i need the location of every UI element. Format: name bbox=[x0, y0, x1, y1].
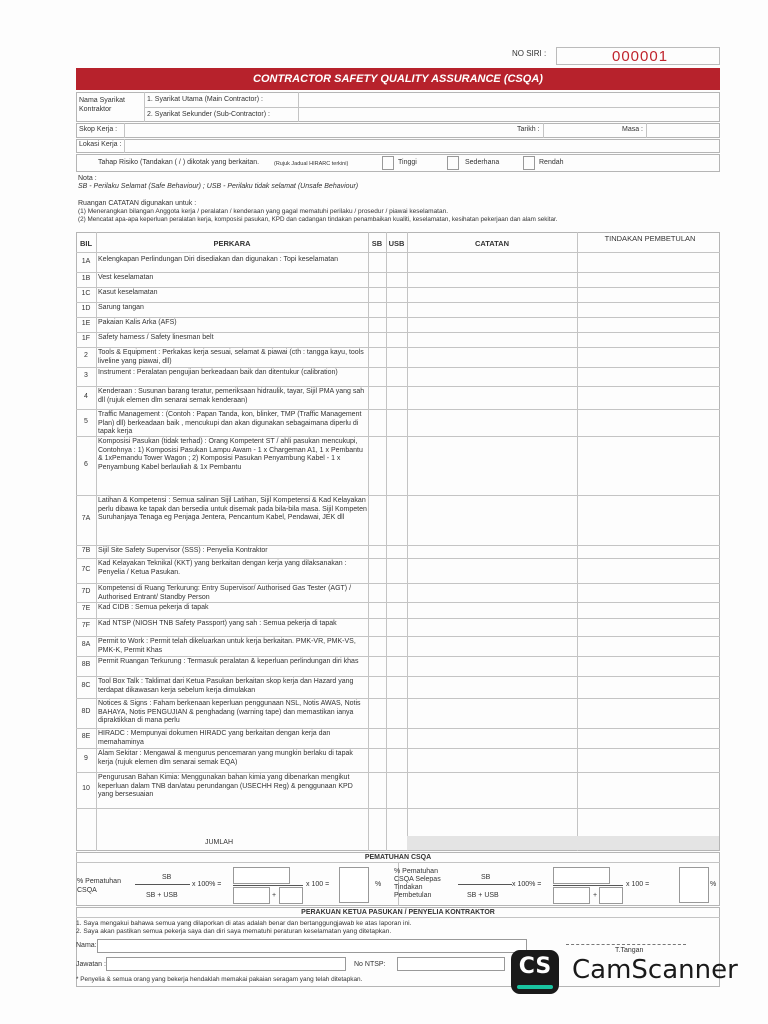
usb-cell[interactable] bbox=[386, 367, 407, 386]
row-bil: 6 bbox=[84, 460, 88, 468]
usb-cell[interactable] bbox=[386, 386, 407, 409]
sb-cell[interactable] bbox=[368, 676, 386, 698]
row-perkara: Instrument : Peralatan pengujian berkeadaan baik dan ditentukur (calibration) bbox=[98, 369, 338, 376]
row-bil: 8E bbox=[81, 733, 91, 740]
tindakan-cell[interactable] bbox=[577, 332, 720, 347]
catatan-cell[interactable] bbox=[407, 495, 577, 545]
nama-field[interactable] bbox=[97, 939, 527, 953]
row-perkara: Kasut keselamatan bbox=[98, 289, 158, 296]
usb-cell[interactable] bbox=[386, 748, 407, 772]
perakuan-title: PERAKUAN KETUA PASUKAN / PENYELIA KONTRAKTOR bbox=[301, 909, 495, 916]
row-perkara: Alam Sekitar : Mengawal & mengurus pencemaran yang mungkin berlaku di tapak kerja (rujuk elemen dlm senarai semak EQA) bbox=[98, 750, 353, 766]
catatan-cell[interactable] bbox=[407, 728, 577, 748]
left-result-box[interactable] bbox=[339, 867, 369, 903]
usb-cell[interactable] bbox=[386, 636, 407, 656]
catatan-2: (2) Mencatat apa-apa keperluan peralatan kerja, komposisi pasukan, KPD dan cadangan tindakan penambaikan kualiti, keselamatan, kesihatan pekerjaan dan alam sekitar. bbox=[78, 216, 558, 223]
sb-cell[interactable] bbox=[368, 332, 386, 347]
row-perkara: Pengurusan Bahan Kimia: Menggunakan bahan kimia yang dibenarkan mengikut keperluan dalam TNB dan/atau perundangan (USECHH Reg) & penggunaan KPD yang bersesuaian bbox=[98, 774, 353, 798]
catatan-1: (1) Menerangkan bilangan Anggota kerja / peralatan / kenderaan yang gagal mematuhi perilaku / prosedur / piawai keselamatan. bbox=[78, 208, 449, 215]
catatan-cell[interactable] bbox=[407, 409, 577, 436]
skop-kerja-label: Skop Kerja : bbox=[79, 126, 118, 133]
catatan-cell[interactable] bbox=[407, 332, 577, 347]
row-bil: 7B bbox=[81, 547, 91, 554]
row-bil: 8B bbox=[81, 661, 91, 668]
catatan-cell[interactable] bbox=[407, 583, 577, 602]
tindakan-cell[interactable] bbox=[577, 254, 720, 272]
catatan-cell[interactable] bbox=[407, 558, 577, 583]
usb-cell[interactable] bbox=[386, 317, 407, 332]
right-pct: % bbox=[710, 881, 717, 888]
tindakan-cell[interactable] bbox=[577, 436, 720, 495]
tindakan-cell[interactable] bbox=[577, 409, 720, 436]
row-bil: 7D bbox=[81, 587, 91, 595]
row-bil: 8A bbox=[81, 641, 91, 648]
sb-cell[interactable] bbox=[368, 583, 386, 602]
tindakan-cell[interactable] bbox=[577, 302, 720, 317]
row-bil: 1F bbox=[81, 334, 91, 342]
row-bil: 1B bbox=[81, 274, 91, 282]
sb-cell[interactable] bbox=[368, 302, 386, 317]
no-siri-label: NO SIRI : bbox=[512, 49, 547, 58]
footnote: * Penyelia & semua orang yang bekerja hendaklah memakai pakaian seragam yang telah ditetapkan. bbox=[76, 976, 363, 983]
left-usb-sum-box[interactable] bbox=[279, 887, 303, 904]
tindakan-cell[interactable] bbox=[577, 618, 720, 636]
usb-cell[interactable] bbox=[386, 272, 407, 287]
tindakan-cell[interactable] bbox=[577, 728, 720, 748]
row-bil: 1C bbox=[81, 289, 91, 297]
catatan-cell[interactable] bbox=[407, 656, 577, 676]
catatan-cell[interactable] bbox=[407, 347, 577, 367]
nama-label: Nama: bbox=[76, 942, 97, 949]
row-bil: 1D bbox=[81, 304, 91, 312]
row-perkara: Permit Ruangan Terkurung : Termasuk peralatan & keperluan perlindungan diri khas bbox=[98, 658, 359, 665]
no-siri-value: 000001 bbox=[612, 48, 669, 65]
row-perkara: Kad CIDB : Semua pekerja di tapak bbox=[98, 604, 209, 611]
row-perkara: Kad NTSP (NIOSH TNB Safety Passport) yang sah : Semua pekerja di tapak bbox=[98, 620, 337, 627]
row-perkara: Sijil Site Safety Supervisor (SSS) : Penyelia Kontraktor bbox=[98, 547, 268, 554]
right-result-box[interactable] bbox=[679, 867, 709, 903]
sb-cell[interactable] bbox=[368, 347, 386, 367]
row-perkara: Pakaian Kalis Arka (AFS) bbox=[98, 319, 177, 326]
sb-cell[interactable] bbox=[368, 367, 386, 386]
catatan-cell[interactable] bbox=[407, 302, 577, 317]
usb-cell[interactable] bbox=[386, 332, 407, 347]
form-title: CONTRACTOR SAFETY QUALITY ASSURANCE (CSQA) bbox=[76, 68, 720, 90]
tindakan-cell[interactable] bbox=[577, 656, 720, 676]
row-bil: 3 bbox=[84, 371, 88, 379]
sb-cell[interactable] bbox=[368, 386, 386, 409]
row-bil: 4 bbox=[84, 392, 88, 400]
row-perkara: Kompetensi di Ruang Terkurung: Entry Supervisor/ Authorised Gas Tester (AGT) / Authorised Entrant/ Standby Person bbox=[98, 585, 352, 601]
sb-cell[interactable] bbox=[368, 602, 386, 618]
tindakan-cell[interactable] bbox=[577, 636, 720, 656]
sb-cell[interactable] bbox=[368, 748, 386, 772]
sb-cell[interactable] bbox=[368, 254, 386, 272]
catatan-cell[interactable] bbox=[407, 254, 577, 272]
perakuan-line1: 1. Saya mengakui bahawa semua yang dilaporkan di atas adalah benar dan bertanggungjawab ke atas laporan ini. bbox=[76, 920, 412, 927]
row-bil: 2 bbox=[84, 352, 88, 359]
sb-cell[interactable] bbox=[368, 436, 386, 495]
usb-cell[interactable] bbox=[386, 558, 407, 583]
tindakan-cell[interactable] bbox=[577, 602, 720, 618]
tindakan-cell[interactable] bbox=[577, 748, 720, 772]
lokasi-kerja-label: Lokasi Kerja : bbox=[79, 141, 122, 148]
usb-cell[interactable] bbox=[386, 618, 407, 636]
sb-cell[interactable] bbox=[368, 772, 386, 808]
tindakan-cell[interactable] bbox=[577, 272, 720, 287]
usb-cell[interactable] bbox=[386, 656, 407, 676]
usb-cell[interactable] bbox=[386, 676, 407, 698]
tinggi-checkbox[interactable] bbox=[382, 156, 394, 170]
catatan-cell[interactable] bbox=[407, 386, 577, 409]
tindakan-cell[interactable] bbox=[577, 583, 720, 602]
usb-cell[interactable] bbox=[386, 302, 407, 317]
jumlah-shade bbox=[407, 836, 719, 850]
row-bil: 1A bbox=[81, 258, 91, 265]
tindakan-cell[interactable] bbox=[577, 317, 720, 332]
sb-cell[interactable] bbox=[368, 287, 386, 302]
tindakan-cell[interactable] bbox=[577, 367, 720, 386]
sb-cell[interactable] bbox=[368, 656, 386, 676]
usb-cell[interactable] bbox=[386, 583, 407, 602]
sb-cell[interactable] bbox=[368, 317, 386, 332]
usb-cell[interactable] bbox=[386, 728, 407, 748]
right-usb-sum-box[interactable] bbox=[599, 887, 623, 904]
tindakan-cell[interactable] bbox=[577, 347, 720, 367]
row-divider bbox=[76, 808, 720, 809]
catatan-cell[interactable] bbox=[407, 367, 577, 386]
right-sb: SB bbox=[481, 874, 491, 881]
tahap-risiko-ref: (Rujuk Jadual HIRARC terkini) bbox=[274, 161, 349, 167]
tindakan-cell[interactable] bbox=[577, 287, 720, 302]
sb-cell[interactable] bbox=[368, 409, 386, 436]
row-perkara: Latihan & Kompetensi : Semua salinan Sijil Latihan, Sijil Kompetensi & Kad Kelayakan perlu dibawa ke tapak dan bersedia untuk disemak pada bila-bila masa. Sijil Kompeten Suruhanjaya Tenaga eg Penjaga Jentera, Pencantum Kabel, Pendawai, JEK dll bbox=[98, 497, 367, 521]
right-plus: + bbox=[593, 892, 598, 899]
catatan-cell[interactable] bbox=[407, 272, 577, 287]
right-x100: x 100% = bbox=[512, 881, 542, 888]
right-sb-box[interactable] bbox=[553, 867, 610, 884]
row-bil: 10 bbox=[82, 785, 90, 792]
left-sb-box[interactable] bbox=[233, 867, 290, 884]
tindakan-cell[interactable] bbox=[577, 545, 720, 558]
right-x100b: x 100 = bbox=[626, 881, 650, 888]
sederhana-checkbox[interactable] bbox=[447, 156, 459, 170]
sb-cell[interactable] bbox=[368, 495, 386, 545]
catatan-cell[interactable] bbox=[407, 545, 577, 558]
row-bil: 7E bbox=[81, 605, 91, 612]
usb-cell[interactable] bbox=[386, 436, 407, 495]
row-perkara: Permit to Work : Permit telah dikeluarkan untuk kerja berkaitan. PMK-VR, PMK-VS, PMK-K, Permit Khas bbox=[98, 638, 356, 654]
tindakan-cell[interactable] bbox=[577, 698, 720, 728]
row-bil: 8D bbox=[81, 708, 91, 715]
camscanner-logo-mark: CS bbox=[518, 954, 552, 979]
catatan-cell[interactable] bbox=[407, 317, 577, 332]
risk-tinggi-label: Tinggi bbox=[398, 159, 417, 166]
tindakan-cell[interactable] bbox=[577, 676, 720, 698]
header-sb: SB bbox=[371, 239, 383, 248]
pematuhan-left-label: % Pematuhan CSQA bbox=[77, 878, 121, 894]
tahap-risiko-label: Tahap Risiko (Tandakan ( / ) dikotak yang berkaitan. bbox=[98, 159, 260, 166]
sub-contractor-label: 2. Syarikat Sekunder (Sub-Contractor) : bbox=[147, 111, 270, 118]
header-usb: USB bbox=[388, 239, 405, 248]
usb-cell[interactable] bbox=[386, 602, 407, 618]
row-perkara: Traffic Management : (Contoh : Papan Tanda, kon, blinker, TMP (Traffic Management Plan) dll) berkeadaan baik , mencukupi dan akan digunakan sebagaimana diperlu di tapak kerja bbox=[98, 411, 362, 435]
catatan-cell[interactable] bbox=[407, 636, 577, 656]
row-perkara: HIRADC : Mempunyai dokumen HIRADC yang berkaitan dengan kerja dan memahaminya bbox=[98, 730, 331, 746]
row-perkara: Sarung tangan bbox=[98, 304, 144, 311]
row-bil: 5 bbox=[84, 417, 88, 425]
sb-cell[interactable] bbox=[368, 618, 386, 636]
row-perkara: Vest keselamatan bbox=[98, 274, 154, 281]
nota-line: SB - Perilaku Selamat (Safe Behaviour) ; USB - Perilaku tidak selamat (Unsafe Behaviour) bbox=[78, 183, 359, 190]
t-tangan-label: T.Tangan bbox=[615, 947, 644, 954]
risk-rendah-label: Rendah bbox=[539, 159, 564, 166]
nama-syarikat-label: Nama Syarikat Kontraktor bbox=[79, 97, 125, 113]
catatan-cell[interactable] bbox=[407, 676, 577, 698]
row-bil: 8C bbox=[81, 682, 91, 689]
sb-cell[interactable] bbox=[368, 545, 386, 558]
left-pct: % bbox=[375, 881, 382, 888]
tindakan-cell[interactable] bbox=[577, 386, 720, 409]
left-sb-sum-box[interactable] bbox=[233, 887, 270, 904]
row-perkara: Kenderaan : Susunan barang teratur, pemeriksaan hidraulik, tayar, Sijil PMA yang sah dll (rujuk elemen dlm senarai semak kenderaan) bbox=[98, 388, 365, 404]
nota-title: Nota : bbox=[78, 175, 97, 182]
usb-cell[interactable] bbox=[386, 287, 407, 302]
pematuhan-title: PEMATUHAN CSQA bbox=[364, 854, 432, 861]
jumlah-label: JUMLAH bbox=[205, 839, 234, 846]
usb-cell[interactable] bbox=[386, 254, 407, 272]
lokasi-kerja-row bbox=[76, 139, 720, 153]
left-x100: x 100% = bbox=[192, 881, 222, 888]
header-catatan: CATATAN bbox=[474, 239, 510, 248]
tindakan-cell[interactable] bbox=[577, 495, 720, 545]
jawatan-label: Jawatan : bbox=[76, 961, 106, 968]
catatan-cell[interactable] bbox=[407, 618, 577, 636]
usb-cell[interactable] bbox=[386, 772, 407, 808]
pematuhan-right-label: % Pematuhan CSQA Selepas Tindakan Pembetulan bbox=[394, 868, 441, 899]
tarikh-label: Tarikh : bbox=[517, 126, 540, 133]
usb-cell[interactable] bbox=[386, 347, 407, 367]
catatan-cell[interactable] bbox=[407, 772, 577, 808]
catatan-cell[interactable] bbox=[407, 436, 577, 495]
camscanner-logo bbox=[511, 950, 559, 994]
header-bil: BIL bbox=[79, 239, 93, 248]
left-sb-usb: SB + USB bbox=[146, 892, 178, 899]
left-x100b: x 100 = bbox=[306, 881, 330, 888]
camscanner-logo-bar bbox=[517, 985, 553, 989]
risk-sederhana-label: Sederhana bbox=[465, 159, 500, 166]
row-perkara: Komposisi Pasukan (tidak terhad) : Orang Kompetent ST / ahli pasukan mencukupi, Contohnya : 1) Komposisi Pasukan Lampu Awam - 1 x Chargeman A1, 1 x Pembantu & 1xPemandu Tower Wagon ; 2) Komposisi Pasukan Penyambung Kabel - 1 x Penyambung Kabel berlauliah & 1x Pembantu bbox=[98, 438, 363, 471]
row-perkara: Kad Kelayakan Teknikal (KKT) yang berkaitan dengan kerja yang dilaksanakan : Penyelia / Ketua Pasukan. bbox=[98, 560, 347, 576]
rendah-checkbox[interactable] bbox=[523, 156, 535, 170]
sb-cell[interactable] bbox=[368, 728, 386, 748]
catatan-cell[interactable] bbox=[407, 287, 577, 302]
header-perkara: PERKARA bbox=[213, 239, 251, 248]
row-bil: 1E bbox=[81, 319, 91, 327]
catatan-intro: Ruangan CATATAN digunakan untuk : bbox=[78, 200, 197, 207]
sb-cell[interactable] bbox=[368, 698, 386, 728]
sb-cell[interactable] bbox=[368, 558, 386, 583]
catatan-cell[interactable] bbox=[407, 748, 577, 772]
catatan-cell[interactable] bbox=[407, 602, 577, 618]
right-sb-usb: SB + USB bbox=[467, 892, 499, 899]
jawatan-field[interactable] bbox=[106, 957, 346, 971]
perakuan-line2: 2. Saya akan pastikan semua pekerja saya dan diri saya mematuhi peraturan keselamatan yang ditetapkan. bbox=[76, 928, 392, 935]
row-perkara: Safety harness / Safety linesman belt bbox=[98, 334, 214, 341]
usb-cell[interactable] bbox=[386, 409, 407, 436]
sb-cell[interactable] bbox=[368, 636, 386, 656]
no-ntsp-label: No NTSP: bbox=[354, 961, 386, 968]
main-contractor-label: 1. Syarikat Utama (Main Contractor) : bbox=[147, 96, 263, 103]
usb-cell[interactable] bbox=[386, 495, 407, 545]
camscanner-wordmark: CamScanner bbox=[572, 955, 738, 985]
catatan-cell[interactable] bbox=[407, 698, 577, 728]
right-sb-sum-box[interactable] bbox=[553, 887, 590, 904]
no-ntsp-field[interactable] bbox=[397, 957, 505, 971]
row-perkara: Tool Box Talk : Taklimat dari Ketua Pasukan berkaitan skop kerja dan Hazard yang terdapat dikawasan kerja sebelum kerja dimulakan bbox=[98, 678, 354, 694]
masa-label: Masa : bbox=[622, 126, 644, 133]
tindakan-cell[interactable] bbox=[577, 558, 720, 583]
row-bil: 7C bbox=[81, 565, 91, 573]
sb-cell[interactable] bbox=[368, 272, 386, 287]
row-perkara: Tools & Equipment : Perkakas kerja sesuai, selamat & piawai (cth : tangga kayu, tools liveline yang piawai, dll) bbox=[98, 349, 364, 365]
row-bil: 7F bbox=[81, 622, 91, 629]
left-sb: SB bbox=[162, 874, 172, 881]
row-perkara: Kelengkapan Perlindungan Diri disediakan dan digunakan : Topi keselamatan bbox=[98, 256, 338, 263]
header-tindakan: TINDAKAN PEMBETULAN bbox=[604, 234, 696, 243]
row-perkara: Notices & Signs : Faham berkenaan keperluan penggunaan NSL, Notis AWAS, Notis BAHAYA, Notis PENGUJIAN & penghadang (warning tape) dan memastikan ianya dipraktikkan di mana perlu bbox=[98, 700, 361, 724]
row-bil: 7A bbox=[81, 515, 91, 522]
row-bil: 9 bbox=[84, 755, 88, 762]
left-plus: + bbox=[272, 892, 277, 899]
usb-cell[interactable] bbox=[386, 545, 407, 558]
tindakan-cell[interactable] bbox=[577, 772, 720, 808]
usb-cell[interactable] bbox=[386, 698, 407, 728]
